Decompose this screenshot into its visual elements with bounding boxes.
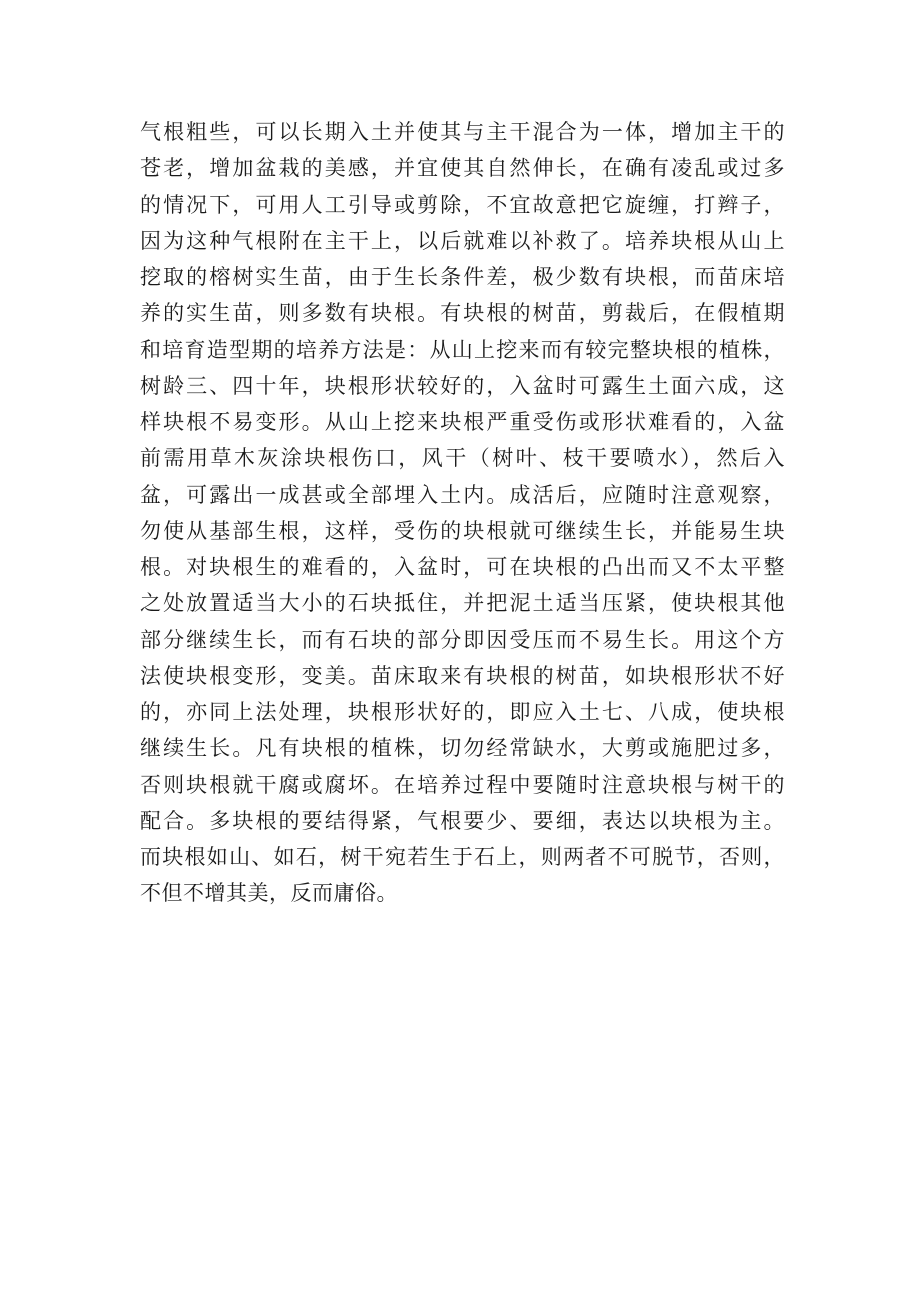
text-line: 树龄三、四十年，块根形状较好的，入盆时可露生土面六成，这 xyxy=(140,373,785,398)
text-line: 勿使从基部生根，这样，受伤的块根就可继续生长，并能易生块 xyxy=(140,518,785,543)
text-line: 法使块根变形，变美。苗床取来有块根的树苗，如块根形状不好 xyxy=(140,663,785,688)
text-line: 的情况下，可用人工引导或剪除，不宜故意把它旋缠，打辫子， xyxy=(140,192,785,217)
text-line: 挖取的榕树实生苗，由于生长条件差，极少数有块根，而苗床培 xyxy=(140,265,785,289)
text-line: 之处放置适当大小的石块抵住，并把泥土适当压紧，使块根其他 xyxy=(140,591,785,616)
text-line: 前需用草木灰涂块根伤口，风干（树叶、枝干要喷水），然后入 xyxy=(140,446,785,471)
text-line: 否则块根就干腐或腐坏。在培养过程中要随时注意块根与树干的 xyxy=(140,772,785,797)
text-line: 部分继续生长，而有石块的部分即因受压而不易生长。用这个方 xyxy=(140,627,785,652)
text-line: 而块根如山、如石，树干宛若生于石上，则两者不可脱节，否则， xyxy=(140,845,785,869)
text-line: 的，亦同上法处理，块根形状好的，即应入土七、八成，使块根 xyxy=(140,700,785,724)
text-line: 和培育造型期的培养方法是：从山上挖来而有较完整块根的植株， xyxy=(140,337,785,362)
text-line: 根。对块根生的难看的，入盆时，可在块根的凸出而又不太平整 xyxy=(140,555,785,579)
body-paragraph xyxy=(140,114,785,912)
text-line: 盆，可露出一成甚或全部埋入土内。成活后，应随时注意观察， xyxy=(140,482,785,507)
text-line: 养的实生苗，则多数有块根。有块根的树苗，剪裁后，在假植期 xyxy=(140,301,785,326)
text-line: 因为这种气根附在主干上，以后就难以补救了。培养块根从山上 xyxy=(140,228,785,253)
text-line-last: 不但不增其美，反而庸俗。 xyxy=(140,881,398,906)
text-line: 继续生长。凡有块根的植株，切勿经常缺水，大剪或施肥过多， xyxy=(140,736,785,761)
text-line: 配合。多块根的要结得紧，气根要少、要细，表达以块根为主。 xyxy=(140,808,785,833)
text-line: 气根粗些，可以长期入土并使其与主干混合为一体，增加主干的 xyxy=(140,120,785,144)
text-line: 苍老，增加盆栽的美感，并宜使其自然伸长，在确有凌乱或过多 xyxy=(140,156,785,181)
text-line: 样块根不易变形。从山上挖来块根严重受伤或形状难看的，入盆 xyxy=(140,410,785,434)
